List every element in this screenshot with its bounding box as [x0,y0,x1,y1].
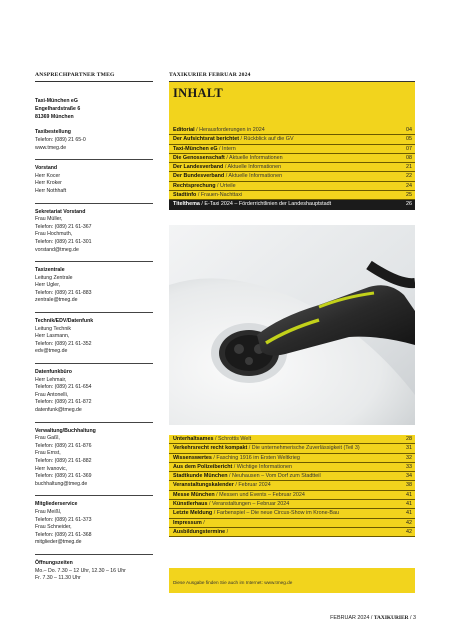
contact-line: Herr Ugler, [35,282,61,289]
toc-entry[interactable] [169,200,415,209]
contact-line: Leitung Zentrale [35,274,73,281]
footer-brand: TAXIKURIER [373,615,409,621]
toc-entry-description: / E-Taxi 2024 – Förderrichtlinien der Landeshauptstadt [199,201,332,208]
toc-entry-title: Wissenswertes [173,454,212,461]
toc-entry-page: 38 [406,482,412,489]
toc-entry[interactable] [169,491,415,500]
toc-entry-description: / Urteile [215,182,236,189]
toc-entry-page: 21 [406,164,412,171]
toc-entry-title: Titelthema [173,201,200,208]
toc-entry[interactable] [169,509,415,518]
contact-line: Telefon: (089) 21 61-654 [35,384,92,391]
contact-line: Herr Lehmair, [35,376,67,383]
contact-section [35,267,153,305]
toc-entry-description: / Die unternehmerische Zuverlässigkeit (Teil 3) [247,445,360,452]
section-divider [35,554,153,555]
issue-header: TAXIKURIER FEBRUAR 2024 [169,72,415,82]
toc-entry[interactable] [169,454,415,463]
contact-line: Herr Ivanovic, [35,465,67,472]
toc-entry-title: Ausbildungstermine [173,528,226,535]
toc-entry-page: 32 [406,454,412,461]
toc-entry-page: 41 [406,510,412,517]
contact-section [35,165,153,195]
toc-entry-description: / [201,519,205,526]
toc-top [169,126,415,210]
toc-entry-description: / Aktuelle Informationen [223,164,282,171]
contact-section-title: Vorstand [35,165,58,172]
section-divider [35,495,153,496]
contact-line: Herr Nothhaft [35,187,67,194]
toc-entry[interactable] [169,481,415,490]
footer-page-number: / 3 [408,615,416,621]
contact-line: Frau Meißl, [35,508,62,515]
contact-line: Frau Antonelli, [35,391,69,398]
toc-entry-description: / Frauen-Nachttaxi [196,192,243,199]
toc-entry-page: 33 [406,463,412,470]
address-block [35,98,153,121]
toc-entry-page: 22 [406,173,412,180]
toc-entry[interactable] [169,163,415,172]
contact-line: Telefon: (089) 21 61-367 [35,223,92,230]
contact-line: Telefon: (089) 21 61-882 [35,457,92,464]
toc-entry-description: / Aktuelle Informationen [224,154,283,161]
toc-entry-title: Stadtkunde München [173,473,228,480]
contact-line: vorstand@tmeg.de [35,246,79,253]
section-divider [35,159,153,160]
toc-entry[interactable] [169,191,415,200]
toc-entry-title: Impressum [173,519,202,526]
contact-section [35,369,153,415]
contact-section [35,318,153,356]
contact-line: Telefon: (089) 21 61-872 [35,399,92,406]
web-note: Diese Ausgabe finden Sie auch im Internet: www.tmeg.de [173,580,293,585]
contact-section-title: Sekretariat Vorstand [35,208,86,215]
section-divider [35,422,153,423]
contact-line: Telefon: (089) 21 61-876 [35,442,92,449]
toc-entry[interactable] [169,435,415,444]
contact-section-title: Öffnungszeiten [35,559,73,566]
toc-entry-title: Letzte Meldung [173,510,213,517]
toc-entry-page: 31 [406,445,412,452]
toc-entry[interactable] [169,154,415,163]
contact-section-title: Taxibestellung [35,129,71,136]
toc-entry-page: 34 [406,473,412,480]
contact-line: Mo.– Do. 7.30 – 12 Uhr, 12.30 – 16 Uhr [35,567,126,574]
contact-line: Herr Kroker [35,180,62,187]
toc-entry-title: Rechtsprechung [173,182,216,189]
ev-charging-photo [169,225,415,425]
contact-line: www.tmeg.de [35,144,67,151]
toc-entry-description: / Neuhausen – Vom Dorf zum Stadtteil [227,473,321,480]
contact-line: edv@tmeg.de [35,348,68,355]
toc-entry[interactable] [169,182,415,191]
contact-line: mitglieder@tmeg.de [35,539,82,546]
address-line: 81369 München [35,113,74,120]
contact-line: buchhaltung@tmeg.de [35,480,88,487]
toc-entry[interactable] [169,135,415,144]
toc-entry-page: 24 [406,182,412,189]
toc-entry-description: / Schrottis Welt [213,436,252,442]
contact-line: Telefon: (089) 21 61-352 [35,340,92,347]
address-line: Taxi-München eG [35,98,78,104]
contact-line: datenfunk@tmeg.de [35,407,82,414]
toc-entry-title: Messe München [173,491,215,498]
toc-entry-page: 28 [406,436,412,442]
toc-entry-title: Stadtinfo [173,192,197,199]
toc-entry[interactable] [169,172,415,181]
toc-entry[interactable] [169,444,415,453]
toc-entry-title: Künstlerhaus [173,501,208,508]
contact-line: Frau Schneider, [35,524,72,531]
contacts-header: ANSPRECHPARTNER TMEG [35,72,153,82]
contact-line: Telefon: (089) 21 65-0 [35,136,86,143]
toc-entry-title: Veranstaltungskalender [173,482,234,489]
address-line: Engelhardstraße 6 [35,105,81,112]
contents-column [169,72,415,585]
toc-entry-description: / Intern [217,145,236,152]
toc-entry[interactable] [169,500,415,509]
contact-line: Telefon: (089) 21 61-373 [35,516,92,523]
contact-section [35,209,153,255]
toc-entry-description: / Rückblick auf die GV [239,136,294,143]
toc-entry[interactable] [169,463,415,472]
toc-entry-description: / Aktuelle Informationen [224,173,283,180]
toc-entry-description: / Veranstaltungen – Februar 2024 [207,501,290,508]
section-divider [35,312,153,313]
contact-section-title: Verwaltung/Buchhaltung [35,427,96,434]
toc-entry-title: Der Landesverband [173,164,224,171]
contact-line: Telefon: (089) 21 61-301 [35,238,92,245]
contact-section-title: Mitgliederservice [35,501,78,508]
contact-line: Herr Kocer [35,172,61,179]
contact-line: Frau Müller, [35,216,63,223]
contact-line: Telefon: (089) 21 61-369 [35,473,92,480]
contact-section [35,428,153,489]
toc-entry-description: / Wichtige Informationen [232,463,292,470]
toc-entry[interactable] [169,126,415,135]
toc-entry[interactable] [169,472,415,481]
contact-section [35,560,153,583]
toc-entry-title: Der Bundesverband [173,173,225,180]
contact-section-title: Datenfunkbüro [35,369,72,376]
toc-entry-title: Verkehrsrecht recht kompakt [173,445,248,452]
toc-entry-title: Der Aufsichtsrat berichtet [173,136,240,143]
toc-entry-description: / Fasching 1916 im Ersten Weltkrieg [211,454,300,461]
toc-entry-page: 41 [406,491,412,498]
contact-line: Telefon: (089) 21 61-883 [35,289,92,296]
toc-entry-title: Taxi-München eG [173,145,218,152]
contact-section-title: Technik/EDV/Datenfunk [35,318,94,325]
toc-bottom [169,435,415,537]
contact-section [35,501,153,547]
contact-line: Leitung Technik [35,325,71,332]
contact-line: Herr Lasmann, [35,333,70,340]
contact-line: Frau Hochmuth, [35,231,73,238]
contact-line: Frau Ernst, [35,450,61,457]
toc-entry-title: Aus dem Polizeibericht [173,463,233,470]
toc-entry-title: Unterhaltsames [173,436,214,442]
toc-entry[interactable] [169,519,415,528]
contact-line: zentrale@tmeg.de [35,297,78,304]
section-divider [35,261,153,262]
page-footer [330,615,416,621]
contact-section [35,129,153,152]
toc-entry-page: 41 [406,501,412,508]
contact-section-title: Taxizentrale [35,267,65,274]
contacts-column [35,72,153,583]
toc-entry-page: 08 [406,154,412,161]
page-title: INHALT [173,86,223,100]
toc-entry-page: 04 [406,127,412,133]
contact-line: Frau Gaßl, [35,435,60,442]
toc-entry-description: / Februar 2024 [233,482,271,489]
toc-entry[interactable] [169,145,415,154]
toc-entry-description: / [225,528,229,535]
toc-entry-title: Die Genossenschaft [173,154,225,161]
toc-entry-page: 42 [406,519,412,526]
toc-entry[interactable] [169,528,415,537]
section-divider [35,203,153,204]
toc-entry-description: / Herausforderungen in 2024 [194,127,265,133]
toc-entry-description: / Farbenspiel – Die neue Circus-Show im Krone-Bau [212,510,339,517]
toc-entry-page: 05 [406,136,412,143]
toc-entry-title: Editorial [173,127,195,133]
section-divider [35,363,153,364]
contact-line: Fr. 7.30 – 11.30 Uhr [35,575,81,582]
toc-entry-page: 26 [406,201,412,208]
toc-entry-description: / Messen und Events – Februar 2024 [214,491,305,498]
toc-entry-page: 07 [406,145,412,152]
toc-entry-page: 25 [406,192,412,199]
footer-month: FEBRUAR 2024 / [330,615,374,621]
contact-line: Telefon: (089) 21 61-368 [35,531,92,538]
contact-sections [35,129,153,582]
toc-entry-page: 42 [406,528,412,535]
